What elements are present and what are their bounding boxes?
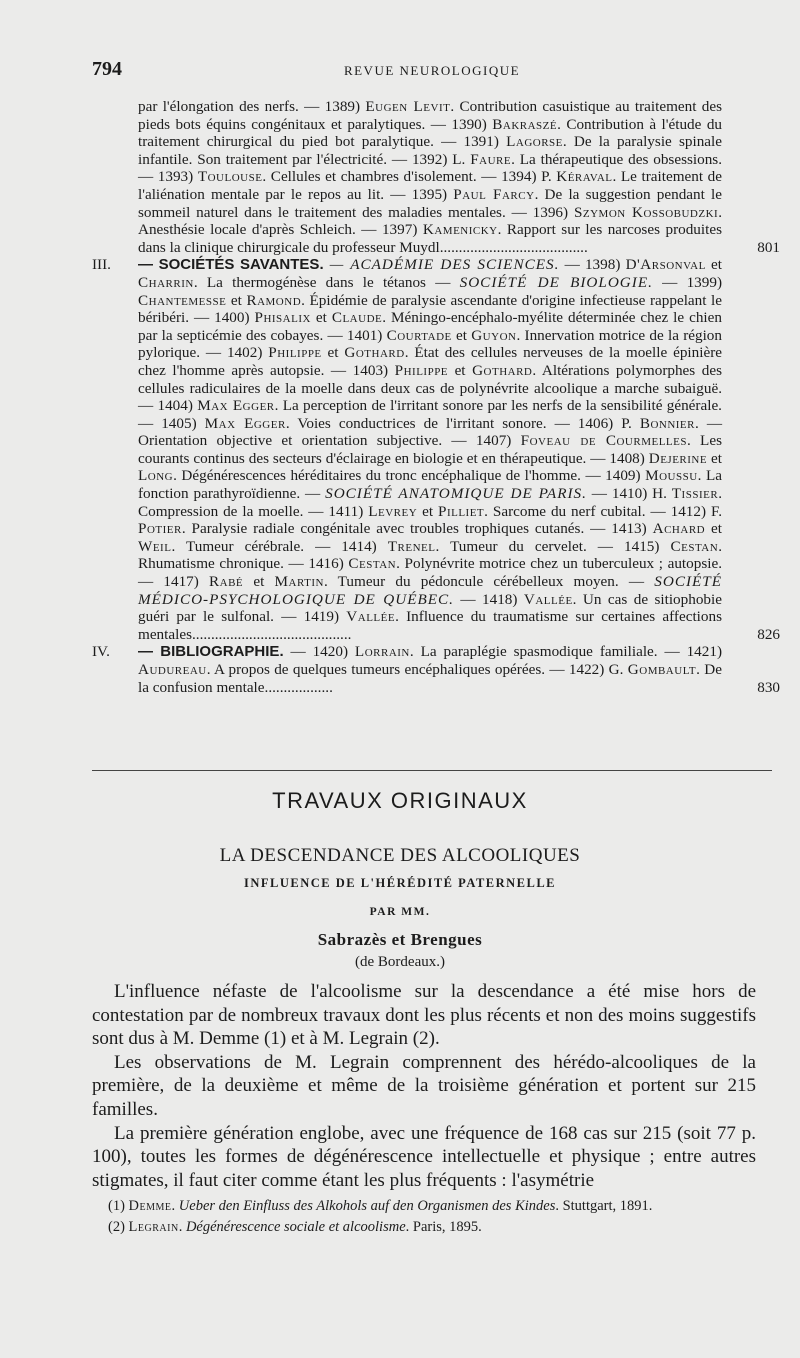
section-number: III. [92,256,111,274]
table-of-contents [92,98,780,696]
paragraph: La première génération englobe, avec une fréquence de 168 cas sur 215 (soit 77 p. 100), toutes les formes de dégénérescence intellectuelle et physique ; entre autres stigmates, il faut citer comme étant les plus fréquents : l'asymétrie [92,1122,756,1191]
by-line: PAR MM. [369,906,431,918]
paragraph: L'influence néfaste de l'alcoolisme sur la descendance a été mise hors de contestation par de nombreux travaux dont les plus récents et non des moins suggestifs sont dus à M. Demme (1) et à M. Legrain (2). [92,981,756,1050]
article-title: LA DESCENDANCE DES ALCOOLIQUES [219,845,581,866]
article-body [92,980,756,1192]
toc-page-ref: 830 [757,678,780,696]
running-head [92,58,772,82]
article-subtitle: INFLUENCE DE L'HÉRÉDITÉ PATERNELLE [243,876,557,890]
toc-section-4: IV. — BIBLIOGRAPHIE. — 1420) Lorrain. La paraplégie spasmodique familiale. — 1421) Audureau. A propos de quelques tumeurs encéphaliques opérées. — 1422) G. Gombault. De la confusion mentale.................. 830 [92,643,780,696]
paragraph: Les observations de M. Legrain comprennent des hérédo-alcooliques de la première, de la deuxième et même de la troisième génération et portent sur 215 familles. [92,1051,756,1120]
author-affiliation: (de Bordeaux.) [355,954,445,970]
toc-page-ref: 801 [757,238,780,256]
section-title: — BIBLIOGRAPHIE. [138,643,284,661]
section-heading: TRAVAUX ORIGINAUX [272,788,528,813]
toc-section-3: III. — SOCIÉTÉS SAVANTES. — ACADÉMIE DES SCIENCES. — 1398) D'Arsonval et Charrin. La thermogénèse dans le tétanos — SOCIÉTÉ DE BIOLOGIE. — 1399) Chantemesse et Ramond. Épidémie de paralysie ascendante d'origine infectieuse rappelant le béribéri. — 1400) Phisalix et Claude. Méningo-encéphalo-myélite déterminée chez le chien par la septicémie des cobayes. — 1401) Courtade et Guyon. Innervation motrice de la région pylorique. — 1402) Philippe et Gothard. État des cellules nerveuses de la moelle épinière chez l'homme après autopsie. — 1403) Philippe et Gothard. Altérations polymorphes des cellules radiculaires de la moelle dans deux cas de polynévrite alcoolique a marche subaiguë. — 1404) Max Egger. La perception de l'irritant sonore par les nerfs de la sensibilité générale. — 1405) Max Egger. Voies conductrices de l'irritant sonore. — 1406) P. Bonnier. — Orientation objective et orientation subjective. — 1407) Foveau de Courmelles. Les courants continus des secteurs d'éclairage en biologie et en thérapeutique. — 1408) Dejerine et Long. Dégénérescences héréditaires du tronc encéphalique de l'homme. — 1409) Moussu. La fonction parathyroïdienne. — SOCIÉTÉ ANATOMIQUE DE PARIS. — 1410) H. Tissier. Compression de la moelle. — 1411) Levrey et Pilliet. Sarcome du nerf cubital. — 1412) F. Potier. Paralysie radiale congénitale avec troubles trophiques cutanés. — 1413) Achard et Weil. Tumeur cérébrale. — 1414) Trenel. Tumeur du cervelet. — 1415) Cestan. Rhumatisme chronique. — 1416) Cestan. Polynévrite motrice chez un tuberculeux ; autopsie. — 1417) Rabé et Martin. Tumeur du pédoncule cérébelleux moyen. — SOCIÉTÉ MÉDICO-PSYCHOLOGIQUE DE QUÉBEC. — 1418) Vallée. Un cas de sitiophobie guéri par le sulfonal. — 1419) Vallée. Influence du traumatisme sur certaines affections mentales.......................................... 826 [92,256,780,643]
section-title: — SOCIÉTÉS SAVANTES. [138,256,324,274]
toc-entry-continued: par l'élongation des nerfs. — 1389) Eugen Levit. Contribution casuistique au traitement des pieds bots équins congénitaux et paralytiques. — 1390) Bakraszé. Contribution à l'étude du traitement chirurgical du pied bot paralytique. — 1391) Lagorse. De la paralysie spinale infantile. Son traitement par l'électricité. — 1392) L. Faure. La thérapeutique des obsessions. — 1393) Toulouse. Cellules et chambres d'isolement. — 1394) P. Kéraval. Le traitement de l'aliénation mentale par le repos au lit. — 1395) Paul Farcy. De la suggestion pendant le sommeil naturel dans le traitement des maladies mentales. — 1396) Szymon Kossobudzki. Anesthésie locale d'après Schleich. — 1397) Kamenicky. Rapport sur les narcoses produites dans la clinique chirurgicale du professeur Muydl....................................... 801 [138,98,780,256]
article-authors: Sabrazès et Brengues [317,930,483,949]
footnote-2: (2) Legrain. Dégénérescence sociale et alcoolisme. Paris, 1895. [108,1218,482,1235]
toc-page-ref: 826 [757,625,780,643]
section-number: IV. [92,643,110,661]
journal-title: REVUE NEUROLOGIQUE [343,63,521,78]
footnotes [92,1198,772,1239]
footnote-1: (1) Demme. Ueber den Einfluss des Alkohols auf den Organismen des Kindes. Stuttgart, 1891. [108,1198,653,1214]
page-number: 794 [92,58,122,80]
section-divider [92,770,772,771]
